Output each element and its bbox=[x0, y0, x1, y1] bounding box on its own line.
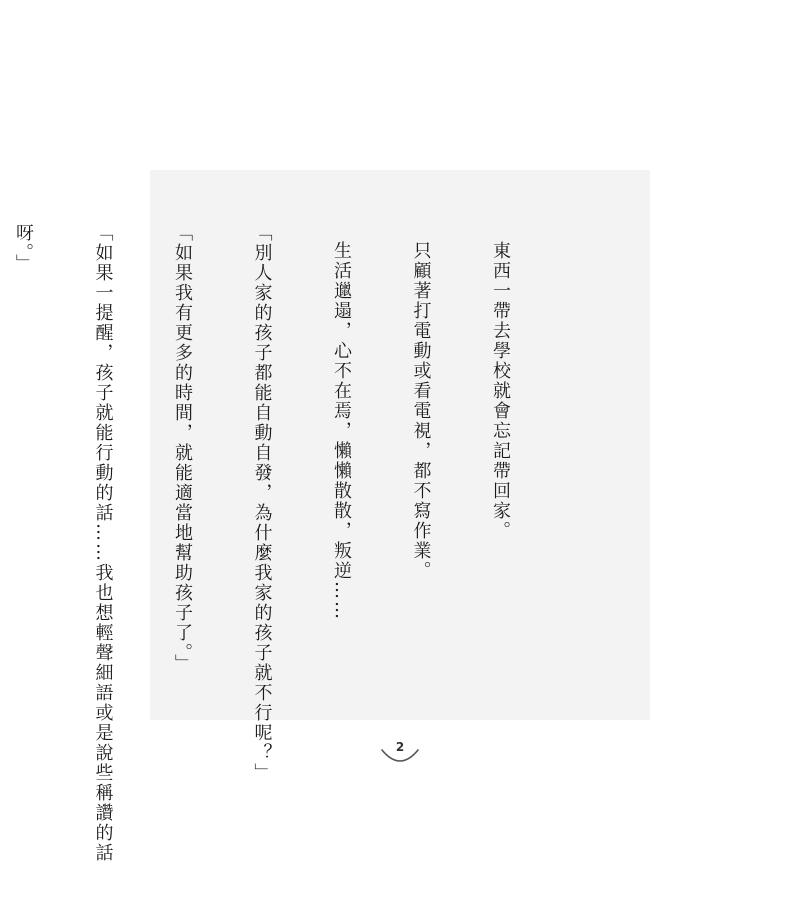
page-number: 2 bbox=[395, 740, 405, 754]
page-panel bbox=[13, 170, 650, 863]
text-line: 生活邋遢，心不在焉，懶懶散散，叛逆…… bbox=[331, 241, 352, 621]
text-line: 東西一帶去學校就會忘記帶回家。 bbox=[490, 241, 511, 541]
text-line: 只顧著打電動或看電視，都不寫作業。 bbox=[410, 241, 432, 581]
text-line: 「別人家的孩子都能自動自發，為什麼我家的孩子就不行呢？」 bbox=[251, 223, 273, 783]
text-line: 呀。」 bbox=[13, 223, 34, 274]
text-line: 「如果我有更多的時間，就能適當地幫助孩子了。」 bbox=[172, 223, 193, 674]
body-text bbox=[0, 223, 566, 863]
text-line: 「如果一提醒，孩子就能行動的話……我也想輕聲細語或是說些稱讚的話 bbox=[92, 223, 114, 863]
page-folio bbox=[376, 738, 424, 770]
